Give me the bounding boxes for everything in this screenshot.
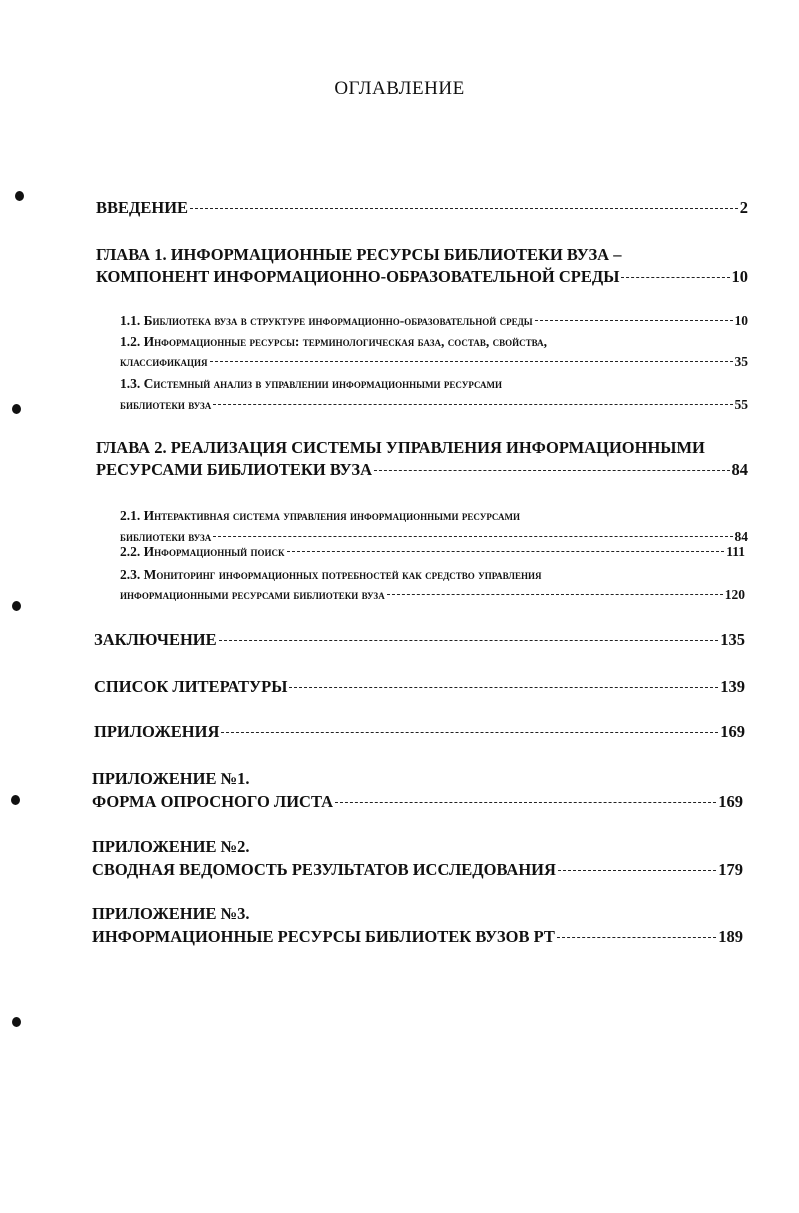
toc-entry-section-1-2 [120, 332, 748, 372]
toc-page-number: 10 [731, 267, 748, 286]
toc-entry-appendix-3 [92, 902, 743, 948]
page-title: ОГЛАВЛЕНИЕ [334, 78, 465, 99]
toc-entry-chapter-1 [96, 244, 748, 288]
dot-leader [621, 277, 729, 278]
dot-leader [219, 640, 719, 641]
toc-entry-title: РЕСУРСАМИ БИБЛИОТЕКИ ВУЗА [96, 460, 373, 479]
toc-entry-appendices [94, 722, 745, 742]
toc-page-number: 111 [726, 544, 745, 559]
toc-entry-title: КОМПОНЕНТ ИНФОРМАЦИОННО-ОБРАЗОВАТЕЛЬНОЙ СРЕДЫ [96, 267, 620, 286]
dot-leader [210, 361, 733, 362]
toc-entry-title: библиотеки вуза [120, 529, 212, 544]
dot-leader [190, 208, 738, 209]
toc-entry-bibliography [94, 677, 745, 697]
toc-entry-title: ПРИЛОЖЕНИЕ №1. [92, 769, 250, 788]
toc-entry-title: 1.2. Информационные ресурсы: терминологическая база, состав, свойства, [120, 334, 547, 349]
toc-entry-title: 1.1. Библиотека вуза в структуре информационно-образовательной среды [120, 313, 533, 328]
toc-entry-section-1-1 [120, 313, 748, 329]
toc-entry-title: 2.2. Информационный поиск [120, 544, 285, 559]
toc-entry-section-2-3 [120, 565, 745, 605]
dot-leader [213, 404, 732, 405]
toc-page-number: 84 [734, 529, 748, 544]
punch-hole [12, 404, 21, 414]
toc-page-number: 169 [718, 792, 743, 811]
toc-entry-title: 1.3. Системный анализ в управлении информационными ресурсами [120, 376, 503, 391]
toc-entry-section-2-2 [120, 544, 745, 560]
toc-page-number: 189 [718, 927, 743, 946]
dot-leader [557, 937, 716, 938]
toc-entry-appendix-1 [92, 767, 743, 813]
punch-hole [12, 601, 21, 611]
toc-entry-title: ПРИЛОЖЕНИЕ №3. [92, 904, 250, 923]
toc-entry-chapter-2 [96, 437, 748, 481]
toc-page-number: 169 [720, 722, 745, 741]
dot-leader [535, 320, 733, 321]
toc-entry-appendix-2 [92, 835, 743, 881]
punch-hole [12, 1017, 21, 1027]
toc-entry-introduction [96, 198, 748, 218]
toc-entry-conclusion [94, 630, 745, 650]
toc-page-number: 139 [720, 677, 745, 696]
punch-hole [15, 191, 24, 201]
toc-entry-title: СПИСОК ЛИТЕРАТУРЫ [94, 677, 288, 696]
dot-leader [287, 551, 725, 552]
toc-page-number: 2 [739, 198, 748, 217]
dot-leader [558, 870, 716, 871]
toc-entry-title: информационными ресурсами библиотеки вуза [120, 587, 385, 602]
toc-page-number: 120 [724, 587, 745, 602]
toc-page-number: 10 [734, 313, 748, 328]
dot-leader [289, 687, 718, 688]
toc-entry-title: ПРИЛОЖЕНИЯ [94, 722, 220, 741]
toc-page-number: 35 [734, 354, 748, 369]
toc-page-number: 179 [718, 860, 743, 879]
toc-entry-title: классификация [120, 354, 208, 369]
toc-entry-section-1-3 [120, 373, 748, 415]
toc-entry-title: ИНФОРМАЦИОННЫЕ РЕСУРСЫ БИБЛИОТЕК ВУЗОВ РТ [92, 927, 555, 946]
toc-entry-title: ГЛАВА 1. ИНФОРМАЦИОННЫЕ РЕСУРСЫ БИБЛИОТЕКИ ВУЗА – [96, 245, 622, 264]
dot-leader [335, 802, 716, 803]
dot-leader [213, 536, 732, 537]
toc-entry-title: СВОДНАЯ ВЕДОМОСТЬ РЕЗУЛЬТАТОВ ИССЛЕДОВАНИЯ [92, 860, 556, 879]
dot-leader [374, 470, 729, 471]
toc-entry-title: 2.1. Интерактивная система управления информационными ресурсами [120, 508, 520, 523]
toc-entry-title: ГЛАВА 2. РЕАЛИЗАЦИЯ СИСТЕМЫ УПРАВЛЕНИЯ ИНФОРМАЦИОННЫМИ [96, 438, 705, 457]
toc-entry-title: ФОРМА ОПРОСНОГО ЛИСТА [92, 792, 334, 811]
toc-entry-title: ЗАКЛЮЧЕНИЕ [94, 630, 217, 649]
toc-page-number: 135 [720, 630, 745, 649]
toc-page-number: 84 [731, 460, 748, 479]
toc-entry-title: 2.3. Мониторинг информационных потребностей как средство управления [120, 567, 542, 582]
toc-page-number: 55 [734, 397, 748, 412]
dot-leader [387, 594, 723, 595]
punch-hole [11, 795, 20, 805]
dot-leader [221, 732, 718, 733]
toc-entry-title: ВВЕДЕНИЕ [96, 198, 189, 217]
toc-entry-title: библиотеки вуза [120, 397, 212, 412]
toc-entry-title: ПРИЛОЖЕНИЕ №2. [92, 837, 250, 856]
toc-entry-section-2-1 [120, 505, 748, 547]
